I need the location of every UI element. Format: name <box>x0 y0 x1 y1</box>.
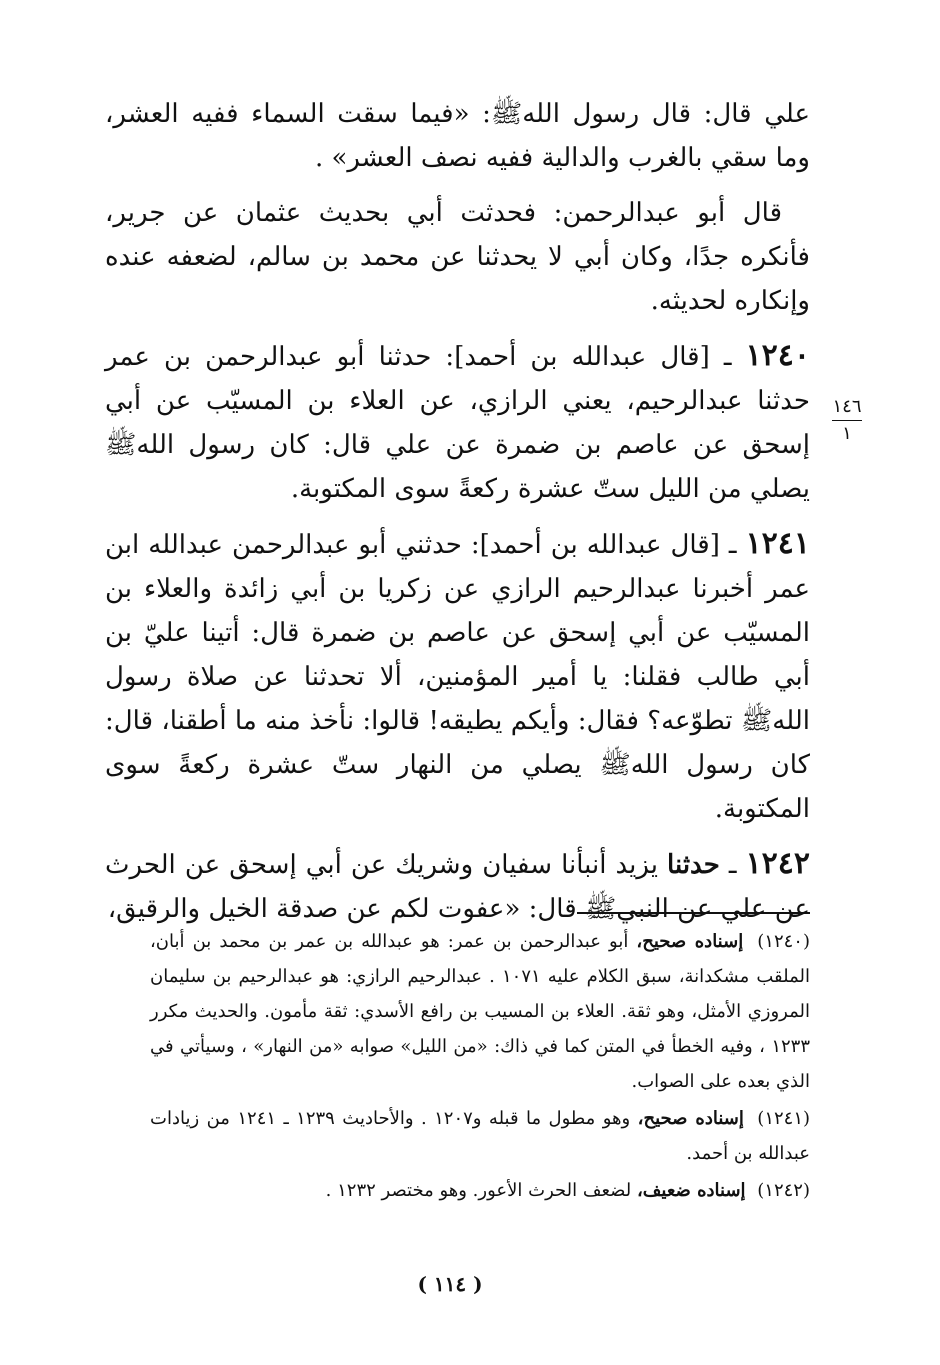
margin-reference-part: ١ <box>842 423 852 444</box>
footnote-text: وهو مطول ما قبله و١٢٠٧ . والأحاديث ١٢٣٩ ـ ١٢٤١ من زيادات عبدالله بن أحمد. <box>150 1108 810 1164</box>
page-number: ( ١١٤ ) <box>417 1272 483 1296</box>
hadith-number: ١٢٤٢ <box>745 846 810 881</box>
footnote-1241 <box>150 1101 810 1171</box>
hadith-text: ـ [قال عبدالله بن أحمد]: حدثني أبو عبدالرحمن عبدالله ابن عمر أخبرنا عبدالرحيم الرازي عن زكريا بن أبي زائدة والعلاء بن المسيّب عن أبي إسحق عن عاصم بن ضمرة قال: أتينا عليّ بن أبي طالب فقلنا: يا أمير المؤمنين، ألا تحدثنا عن صلاة رسول اللهﷺ تطوّعه؟ فقال: وأيكم يطيقه! قالوا: نأخذ منه ما أطقنا، قال: كان رسول اللهﷺ يصلي من النهار ستّ عشرة ركعةً سوى المكتوبة. <box>105 530 810 824</box>
main-text <box>105 92 810 942</box>
hadith-text: يزيد أنبأنا سفيان وشريك عن أبي إسحق عن الحرث عن علي عن النبيﷺ قال: «عفوت لكم عن صدقة الخيل والرقيق، <box>105 850 810 924</box>
footnote-grade: إسناده ضعيف، <box>636 1180 746 1201</box>
footnotes <box>150 924 810 1210</box>
footnote-id: (١٢٤٢) <box>757 1180 810 1201</box>
hadith-1242: ١٢٤٢ ـ حدثنا يزيد أنبأنا سفيان وشريك عن أبي إسحق عن الحرث عن علي عن النبيﷺ قال: «عفوت لكم عن صدقة الخيل والرقيق، <box>105 846 810 924</box>
hadith-1240 <box>105 334 810 511</box>
footnote-id: (١٢٤٠) <box>757 931 810 952</box>
footnote-text: لضعف الحرث الأعور. وهو مختصر ١٢٣٢ . <box>325 1180 637 1201</box>
footnote-divider <box>577 912 810 914</box>
margin-reference-volume: ١٤٦ <box>832 396 862 417</box>
margin-reference-rule <box>832 420 862 421</box>
footnote-text: أبو عبدالرحمن بن عمر: هو عبدالله بن عمر بن محمد بن أبان، الملقب مشكدانة، سبق الكلام عليه ١٠٧١ . عبدالرحيم الرازي: هو عبدالرحيم بن سليمان المروزي الأمثل، وهو ثقة. العلاء بن المسيب بن رافع الأسدي: ثقة مأمون. والحديث مكرر ١٢٣٣ ، وفيه الخطأ في المتن كما في ذاك: «من الليل» صوابه «من النهار» ، وسيأتي في الذي بعده على الصواب. <box>150 931 810 1092</box>
hadith-1241 <box>105 522 810 831</box>
footnote-grade: إسناده صحيح، <box>636 931 744 952</box>
paragraph-continuation: علي قال: قال رسول اللهﷺ: «فيما سقت السماء ففيه العشر، وما سقي بالغرب والدالية ففيه نصف العشر» . <box>105 99 810 173</box>
footnote-1242 <box>150 1173 810 1208</box>
paragraph-author-note: قال أبو عبدالرحمن: فحدثت أبي بحديث عثمان عن جرير، فأنكره جدًا، وكان أبي لا يحدثنا عن محمد بن سالم، لضعفه عنده وإنكاره لحديثه. <box>105 198 810 316</box>
footnote-grade: إسناده صحيح، <box>637 1108 744 1129</box>
hadith-number: ١٢٤٠ <box>745 338 810 373</box>
footnote-id: (١٢٤١) <box>757 1108 811 1129</box>
hadith-lead-word: حدثنا <box>667 850 720 880</box>
hadith-text: ـ [قال عبدالله بن أحمد]: حدثنا أبو عبدالرحمن بن عمر حدثنا عبدالرحيم، يعني الرازي، عن العلاء بن المسيّب عن أبي إسحق عن عاصم بن ضمرة عن علي قال: كان رسول اللهﷺ يصلي من الليل ستّ عشرة ركعةً سوى المكتوبة. <box>105 342 810 504</box>
footnote-1240 <box>150 924 810 1099</box>
margin-reference <box>828 396 866 445</box>
hadith-number: ١٢٤١ <box>745 526 810 561</box>
